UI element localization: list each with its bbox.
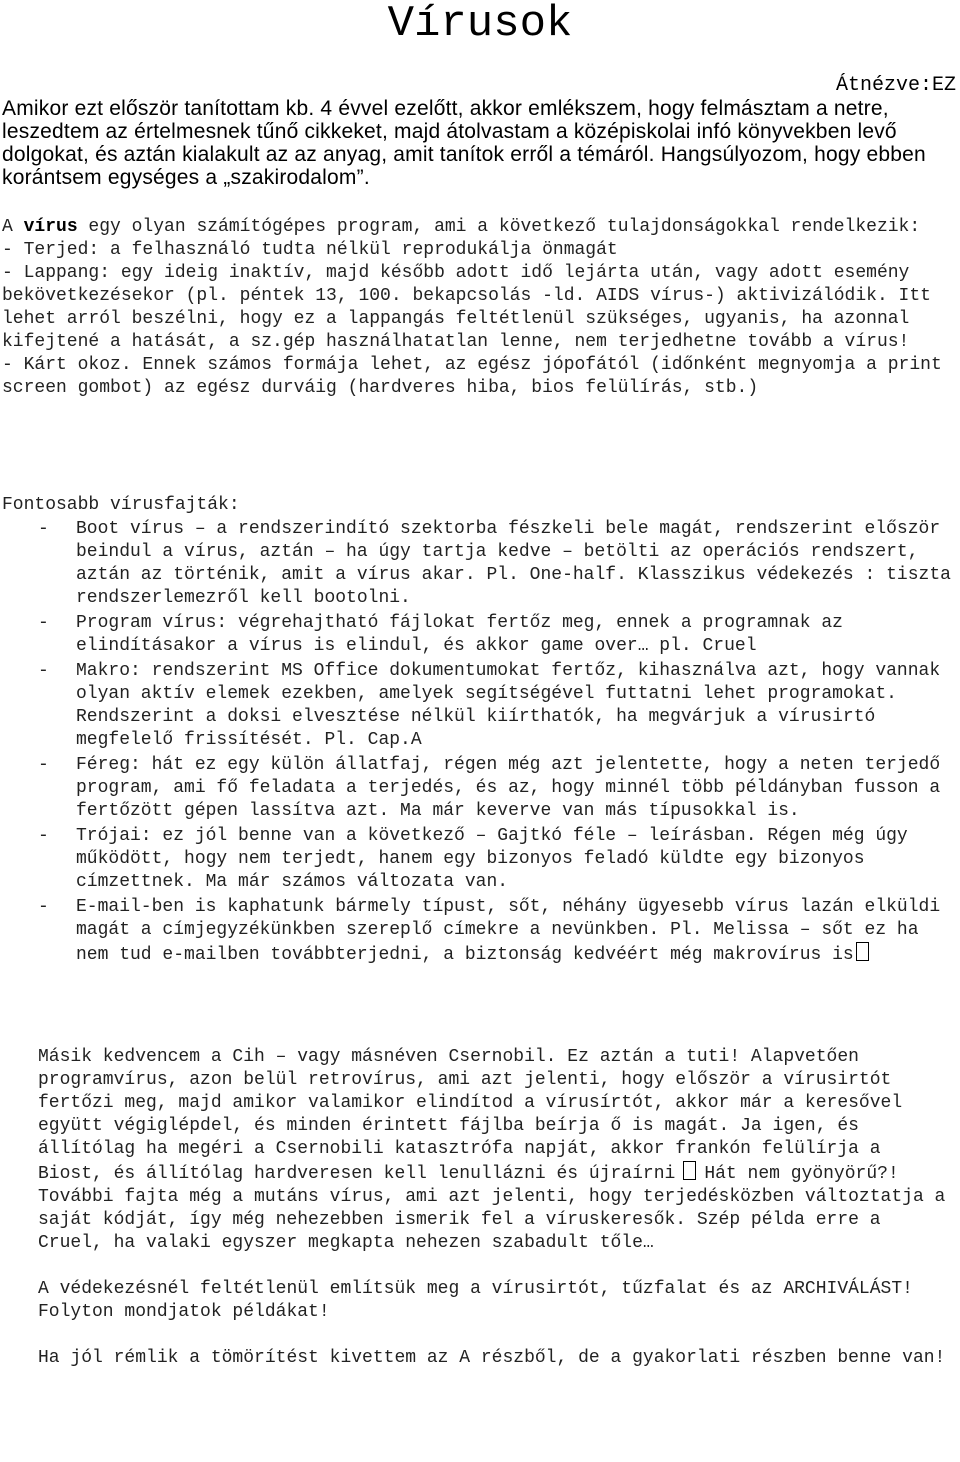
closing-section bbox=[38, 1046, 953, 1370]
review-note: Átnézve:EZ bbox=[835, 74, 956, 97]
definition-section bbox=[2, 216, 952, 400]
type-boot: Boot vírus – a rendszerindító szektorba fészkeli bele magát, rendszerint először beindul a vírus, aztán – ha úgy tartja kedve – betölti az operációs rendszert, aztán az történik, amit a vírus akar. Pl. One-half. Klasszikus védekezés : tiszta rendszerlemezről kell bootolni. bbox=[76, 519, 951, 608]
defense-paragraph: A védekezésnél feltétlenül említsük meg a vírusirtót, tűzfalat és az ARCHIVÁLÁST! bbox=[38, 1279, 913, 1299]
list-dash: - bbox=[38, 661, 49, 681]
mutant-paragraph: További fajta még a mutáns vírus, ami azt jelenti, hogy terjedésközben változtatja a saját kódját, így még nehezebben ismerik fel a víruskeresők. Szép példa erre a Cruel, ha valaki egyszer megkapta nehezen szabadult tőle… bbox=[38, 1187, 946, 1253]
examples-paragraph: Folyton mondjatok példákat! bbox=[38, 1302, 330, 1322]
list-item bbox=[0, 896, 955, 967]
virus-types-list bbox=[0, 518, 955, 969]
property-damage: - Kárt okoz. Ennek számos formája lehet, az egész jópofától (időnként megnyomja a print screen gombot) az egész durváig (hardveres hiba, bios felülírás, stb.) bbox=[2, 355, 942, 398]
spacer bbox=[38, 1324, 953, 1347]
type-worm: Féreg: hát ez egy külön állatfaj, régen még azt jelentette, hogy a neten terjedő program, ami fő feladata a terjedés, és az, hogy minnél több példányban fusson a fertőzött gépen lassítva azt. Ma már keverve van más típusokkal is. bbox=[76, 755, 941, 821]
list-item bbox=[0, 612, 955, 658]
list-item bbox=[0, 518, 955, 610]
page-title: Vírusok bbox=[387, 0, 573, 49]
type-macro: Makro: rendszerint MS Office dokumentumokat fertőz, kihasználva azt, hogy vannak olyan aktív elemek ezekben, amelyek segítségével futtatni lehet programokat. Rendszerint a doksi elvesztése nélkül kiírthatók, ha megvárjuk a vírusirtó megfelelő frissítését. Pl. Cap.A bbox=[76, 661, 941, 750]
list-dash: - bbox=[38, 613, 49, 633]
intro-paragraph: Amikor ezt először tanítottam kb. 4 évvel ezelőtt, akkor emlékszem, hogy felmásztam a netre, leszedtem az értelmesnek tűnő cikkeket, majd átolvastam a középiskolai infó könyvekben levő dolgokat, és aztán kialakult az az anyag, amit tanítok erről a témáról. Hangsúlyozom, hogy ebben korántsem egységes a „szakirodalom”. bbox=[2, 97, 926, 189]
definition-term: vírus bbox=[23, 217, 78, 237]
list-item bbox=[0, 754, 955, 823]
list-dash: - bbox=[38, 897, 49, 917]
definition-paragraph bbox=[2, 216, 952, 239]
list-item bbox=[0, 660, 955, 752]
missing-glyph-icon bbox=[683, 1161, 696, 1180]
definition-rest: egy olyan számítógépes program, ami a következő tulajdonságokkal rendelkezik: bbox=[77, 217, 921, 237]
cih-text: Másik kedvencem a Cih – vagy másnéven Csernobil. Ez aztán a tuti! Alapvetően programvírus, azon belül retrovírus, ami azt jelenti, hogy először a vírusirtót fertőzi meg, majd amikor valamikor elindítod a vírusírtót, akkor már a keresővel együtt végiglépdel, és minden érintett fájlba beírja ő is magát. Ja igen, és állítólag ha megéri a Csernobili katasztrófa napját, akkor frankón felülírja a Biost, és állítólag hardveresen kell lenullázni és újraírni bbox=[38, 1047, 903, 1184]
property-spread: - Terjed: a felhasználó tudta nélkül reprodukálja önmagát bbox=[2, 240, 618, 260]
type-trojan: Trójai: ez jól benne van a következő – Gajtkó féle – leírásban. Régen még úgy működött, hogy nem terjedt, hanem egy bizonyos feladó küldte egy bizonyos címzettnek. Ma már számos változata van. bbox=[76, 826, 908, 892]
list-dash: - bbox=[38, 826, 49, 846]
cih-paragraph bbox=[38, 1046, 953, 1186]
list-item bbox=[0, 825, 955, 894]
types-heading: Fontosabb vírusfajták: bbox=[2, 495, 240, 515]
missing-glyph-icon bbox=[856, 942, 869, 961]
spacer bbox=[38, 1255, 953, 1278]
cih-tail: Hát nem gyönyörű?! bbox=[704, 1164, 899, 1184]
list-dash: - bbox=[38, 519, 49, 539]
definition-lead: A bbox=[2, 217, 24, 237]
compression-paragraph: Ha jól rémlik a tömörítést kivettem az A részből, de a gyakorlati részben benne van! bbox=[38, 1348, 946, 1368]
property-latent: - Lappang: egy ideig inaktív, majd később adott idő lejárta után, vagy adott esemény bekövetkezésekor (pl. péntek 13, 100. bekapcsolás -ld. AIDS vírus-) aktivizálódik. Itt lehet arról beszélni, hogy ez a lappangás feltétlenül szükséges, ugyanis, ha azonnal kifejtené a hatását, a sz.gép használhatatlan lenne, nem terjedhetne tovább a vírus! bbox=[2, 263, 931, 352]
type-email: E-mail-ben is kaphatunk bármely típust, sőt, néhány ügyesebb vírus lazán elküldi magát a címjegyzékünkben szereplő címekre a nevünkben. Pl. Melissa – sőt ez ha nem tud e-mailben továbbterjedni, a biztonság kedvéért még makrovírus is bbox=[76, 897, 941, 965]
list-dash: - bbox=[38, 755, 49, 775]
type-program: Program vírus: végrehajtható fájlokat fertőz meg, ennek a programnak az elindításakor a vírus is elindul, és akkor game over… pl. Cruel bbox=[76, 613, 843, 656]
